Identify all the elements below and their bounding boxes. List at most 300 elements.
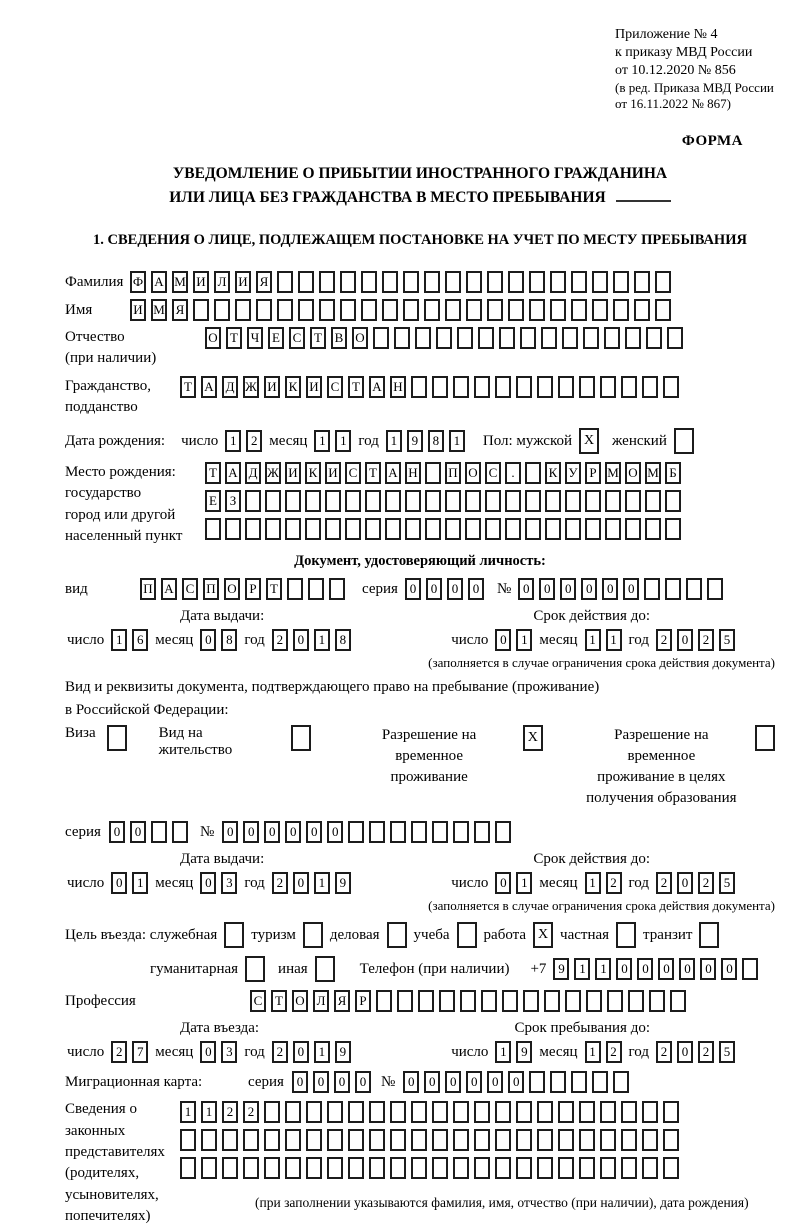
cell[interactable]: 1 bbox=[449, 430, 465, 452]
cell[interactable] bbox=[397, 990, 413, 1012]
cell[interactable]: Е bbox=[268, 327, 284, 349]
cell[interactable]: И bbox=[325, 462, 341, 484]
cell[interactable]: 0 bbox=[487, 1071, 503, 1093]
stay-expiry-year-input[interactable] bbox=[656, 872, 735, 894]
cell[interactable] bbox=[308, 578, 324, 600]
cell[interactable] bbox=[613, 299, 629, 321]
cell[interactable]: 1 bbox=[585, 629, 601, 651]
cell[interactable] bbox=[361, 299, 377, 321]
cell[interactable] bbox=[394, 327, 410, 349]
cell[interactable]: 0 bbox=[445, 1071, 461, 1093]
representatives-input-row2[interactable] bbox=[180, 1129, 749, 1151]
stay-until-year-input[interactable] bbox=[656, 1041, 735, 1063]
cell[interactable] bbox=[565, 490, 581, 512]
cell[interactable]: 0 bbox=[658, 958, 674, 980]
cell[interactable]: 1 bbox=[574, 958, 590, 980]
cell[interactable] bbox=[621, 1157, 637, 1179]
cell[interactable]: З bbox=[225, 490, 241, 512]
cell[interactable] bbox=[605, 490, 621, 512]
cell[interactable] bbox=[306, 1129, 322, 1151]
cell[interactable]: Д bbox=[222, 376, 238, 398]
cell[interactable]: 1 bbox=[495, 1041, 511, 1063]
cell[interactable] bbox=[644, 578, 660, 600]
cell[interactable] bbox=[436, 327, 452, 349]
cell[interactable] bbox=[474, 1101, 490, 1123]
stay-until-month-input[interactable] bbox=[585, 1041, 622, 1063]
cell[interactable] bbox=[305, 490, 321, 512]
cell[interactable] bbox=[537, 1101, 553, 1123]
cell[interactable] bbox=[686, 578, 702, 600]
cell[interactable] bbox=[180, 1129, 196, 1151]
cell[interactable] bbox=[315, 956, 335, 982]
cell[interactable]: 1 bbox=[585, 872, 601, 894]
cell[interactable] bbox=[285, 518, 301, 540]
cell[interactable]: 0 bbox=[679, 958, 695, 980]
cell[interactable] bbox=[445, 490, 461, 512]
cell[interactable] bbox=[625, 490, 641, 512]
cell[interactable] bbox=[411, 1101, 427, 1123]
cell[interactable] bbox=[558, 1101, 574, 1123]
cell[interactable]: Т bbox=[310, 327, 326, 349]
patronymic-input[interactable] bbox=[205, 327, 683, 349]
cell[interactable]: К bbox=[285, 376, 301, 398]
cell[interactable]: И bbox=[193, 271, 209, 293]
cell[interactable]: 9 bbox=[335, 872, 351, 894]
cell[interactable] bbox=[508, 299, 524, 321]
cell[interactable]: 2 bbox=[246, 430, 262, 452]
cell[interactable]: О bbox=[465, 462, 481, 484]
cell[interactable] bbox=[655, 271, 671, 293]
cell[interactable] bbox=[445, 299, 461, 321]
cell[interactable] bbox=[529, 1071, 545, 1093]
cell[interactable]: 0 bbox=[285, 821, 301, 843]
cell[interactable] bbox=[340, 271, 356, 293]
cell[interactable] bbox=[466, 299, 482, 321]
cell[interactable] bbox=[180, 1157, 196, 1179]
cell[interactable]: 2 bbox=[272, 1041, 288, 1063]
cell[interactable]: 1 bbox=[225, 430, 241, 452]
cell[interactable] bbox=[579, 1101, 595, 1123]
cell[interactable]: С bbox=[485, 462, 501, 484]
cell[interactable]: 0 bbox=[677, 1041, 693, 1063]
id-issue-day-input[interactable] bbox=[111, 629, 148, 651]
cell[interactable]: 5 bbox=[719, 629, 735, 651]
birthplace-input-row2[interactable] bbox=[205, 490, 681, 512]
cell[interactable] bbox=[665, 518, 681, 540]
cell[interactable]: Л bbox=[214, 271, 230, 293]
cell[interactable] bbox=[621, 1129, 637, 1151]
cell[interactable] bbox=[327, 1129, 343, 1151]
cell[interactable]: X bbox=[579, 428, 599, 454]
cell[interactable] bbox=[645, 490, 661, 512]
cell[interactable]: Ж bbox=[265, 462, 281, 484]
cell[interactable]: 8 bbox=[221, 629, 237, 651]
purpose-business-checkbox[interactable] bbox=[387, 922, 407, 948]
purpose-tourism-checkbox[interactable] bbox=[303, 922, 323, 948]
cell[interactable] bbox=[306, 1157, 322, 1179]
cell[interactable] bbox=[411, 1129, 427, 1151]
cell[interactable] bbox=[285, 1157, 301, 1179]
cell[interactable] bbox=[425, 518, 441, 540]
cell[interactable] bbox=[298, 271, 314, 293]
cell[interactable] bbox=[579, 1129, 595, 1151]
cell[interactable] bbox=[453, 1157, 469, 1179]
cell[interactable] bbox=[348, 1157, 364, 1179]
cell[interactable] bbox=[369, 1101, 385, 1123]
cell[interactable] bbox=[495, 376, 511, 398]
cell[interactable]: О bbox=[292, 990, 308, 1012]
birthplace-input-row1[interactable] bbox=[205, 462, 681, 484]
cell[interactable]: 0 bbox=[200, 629, 216, 651]
cell[interactable]: 0 bbox=[468, 578, 484, 600]
cell[interactable]: К bbox=[305, 462, 321, 484]
cell[interactable]: Р bbox=[245, 578, 261, 600]
cell[interactable] bbox=[663, 376, 679, 398]
cell[interactable] bbox=[621, 1101, 637, 1123]
cell[interactable] bbox=[495, 1101, 511, 1123]
cell[interactable]: С bbox=[250, 990, 266, 1012]
cell[interactable] bbox=[523, 990, 539, 1012]
cell[interactable]: 1 bbox=[314, 1041, 330, 1063]
cell[interactable] bbox=[571, 299, 587, 321]
cell[interactable]: А bbox=[201, 376, 217, 398]
cell[interactable] bbox=[460, 990, 476, 1012]
cell[interactable] bbox=[390, 1129, 406, 1151]
cell[interactable]: О bbox=[224, 578, 240, 600]
cell[interactable] bbox=[585, 518, 601, 540]
birth-year-input[interactable] bbox=[386, 430, 465, 452]
cell[interactable] bbox=[425, 490, 441, 512]
stay-expiry-day-input[interactable] bbox=[495, 872, 532, 894]
cell[interactable] bbox=[495, 821, 511, 843]
cell[interactable]: 1 bbox=[606, 629, 622, 651]
cell[interactable] bbox=[457, 327, 473, 349]
cell[interactable] bbox=[325, 490, 341, 512]
migration-card-series-input[interactable] bbox=[292, 1071, 371, 1093]
cell[interactable] bbox=[277, 271, 293, 293]
cell[interactable]: А bbox=[385, 462, 401, 484]
cell[interactable] bbox=[537, 376, 553, 398]
cell[interactable] bbox=[319, 299, 335, 321]
cell[interactable]: 0 bbox=[616, 958, 632, 980]
cell[interactable] bbox=[193, 299, 209, 321]
cell[interactable] bbox=[329, 578, 345, 600]
cell[interactable]: Б bbox=[665, 462, 681, 484]
cell[interactable] bbox=[432, 1101, 448, 1123]
cell[interactable] bbox=[319, 271, 335, 293]
representatives-input-row3[interactable] bbox=[180, 1157, 749, 1179]
birth-month-input[interactable] bbox=[314, 430, 351, 452]
entry-month-input[interactable] bbox=[200, 1041, 237, 1063]
cell[interactable] bbox=[550, 1071, 566, 1093]
cell[interactable]: К bbox=[545, 462, 561, 484]
cell[interactable]: 0 bbox=[243, 821, 259, 843]
cell[interactable] bbox=[214, 299, 230, 321]
cell[interactable]: 9 bbox=[516, 1041, 532, 1063]
cell[interactable]: С bbox=[289, 327, 305, 349]
cell[interactable] bbox=[628, 990, 644, 1012]
cell[interactable] bbox=[495, 1157, 511, 1179]
cell[interactable]: П bbox=[203, 578, 219, 600]
cell[interactable]: 0 bbox=[447, 578, 463, 600]
cell[interactable] bbox=[264, 1101, 280, 1123]
cell[interactable]: 0 bbox=[200, 872, 216, 894]
cell[interactable] bbox=[634, 271, 650, 293]
cell[interactable] bbox=[243, 1157, 259, 1179]
cell[interactable] bbox=[365, 518, 381, 540]
cell[interactable] bbox=[605, 518, 621, 540]
cell[interactable]: Ж bbox=[243, 376, 259, 398]
cell[interactable]: 2 bbox=[222, 1101, 238, 1123]
cell[interactable]: 0 bbox=[355, 1071, 371, 1093]
stay-expiry-month-input[interactable] bbox=[585, 872, 622, 894]
cell[interactable] bbox=[361, 271, 377, 293]
cell[interactable] bbox=[583, 327, 599, 349]
cell[interactable]: 2 bbox=[606, 1041, 622, 1063]
cell[interactable] bbox=[424, 299, 440, 321]
cell[interactable]: 0 bbox=[700, 958, 716, 980]
cell[interactable] bbox=[325, 518, 341, 540]
id-expiry-month-input[interactable] bbox=[585, 629, 622, 651]
cell[interactable] bbox=[499, 327, 515, 349]
cell[interactable] bbox=[525, 490, 541, 512]
cell[interactable] bbox=[545, 518, 561, 540]
cell[interactable] bbox=[642, 1101, 658, 1123]
cell[interactable] bbox=[390, 1157, 406, 1179]
cell[interactable] bbox=[505, 490, 521, 512]
cell[interactable] bbox=[525, 462, 541, 484]
cell[interactable] bbox=[465, 518, 481, 540]
cell[interactable]: 0 bbox=[264, 821, 280, 843]
cell[interactable]: 6 bbox=[132, 629, 148, 651]
cell[interactable] bbox=[558, 1129, 574, 1151]
cell[interactable]: 2 bbox=[243, 1101, 259, 1123]
cell[interactable] bbox=[291, 725, 311, 751]
cell[interactable] bbox=[558, 376, 574, 398]
cell[interactable]: 0 bbox=[466, 1071, 482, 1093]
cell[interactable] bbox=[474, 821, 490, 843]
cell[interactable] bbox=[327, 1101, 343, 1123]
cell[interactable] bbox=[425, 462, 441, 484]
cell[interactable] bbox=[303, 922, 323, 948]
cell[interactable]: X bbox=[523, 725, 543, 751]
cell[interactable] bbox=[453, 1101, 469, 1123]
cell[interactable]: 1 bbox=[314, 629, 330, 651]
sex-female-checkbox[interactable] bbox=[674, 428, 694, 454]
cell[interactable]: Т bbox=[205, 462, 221, 484]
cell[interactable] bbox=[481, 990, 497, 1012]
stay-doc-number-input[interactable] bbox=[222, 821, 511, 843]
cell[interactable] bbox=[222, 1129, 238, 1151]
cell[interactable] bbox=[306, 1101, 322, 1123]
stay-doc-series-input[interactable] bbox=[109, 821, 188, 843]
entry-year-input[interactable] bbox=[272, 1041, 351, 1063]
cell[interactable] bbox=[224, 922, 244, 948]
cell[interactable] bbox=[222, 1157, 238, 1179]
cell[interactable] bbox=[485, 490, 501, 512]
cell[interactable] bbox=[369, 1129, 385, 1151]
cell[interactable] bbox=[505, 518, 521, 540]
cell[interactable] bbox=[382, 299, 398, 321]
cell[interactable]: А bbox=[161, 578, 177, 600]
cell[interactable] bbox=[616, 922, 636, 948]
visa-checkbox[interactable] bbox=[107, 725, 127, 751]
cell[interactable]: 5 bbox=[719, 872, 735, 894]
cell[interactable] bbox=[348, 1101, 364, 1123]
cell[interactable] bbox=[264, 1129, 280, 1151]
cell[interactable] bbox=[466, 271, 482, 293]
cell[interactable]: Р bbox=[355, 990, 371, 1012]
entry-day-input[interactable] bbox=[111, 1041, 148, 1063]
cell[interactable]: С bbox=[327, 376, 343, 398]
cell[interactable] bbox=[424, 271, 440, 293]
cell[interactable]: П bbox=[445, 462, 461, 484]
purpose-other-checkbox[interactable] bbox=[315, 956, 335, 982]
cell[interactable] bbox=[478, 327, 494, 349]
cell[interactable] bbox=[755, 725, 775, 751]
cell[interactable] bbox=[285, 1101, 301, 1123]
cell[interactable] bbox=[634, 299, 650, 321]
cell[interactable] bbox=[586, 990, 602, 1012]
cell[interactable]: 0 bbox=[721, 958, 737, 980]
cell[interactable]: 2 bbox=[272, 872, 288, 894]
cell[interactable]: 0 bbox=[327, 821, 343, 843]
cell[interactable] bbox=[485, 518, 501, 540]
cell[interactable] bbox=[285, 1129, 301, 1151]
cell[interactable] bbox=[520, 327, 536, 349]
cell[interactable] bbox=[373, 327, 389, 349]
cell[interactable] bbox=[403, 299, 419, 321]
cell[interactable] bbox=[243, 1129, 259, 1151]
sex-male-checkbox[interactable] bbox=[579, 428, 599, 454]
cell[interactable] bbox=[545, 490, 561, 512]
cell[interactable] bbox=[600, 376, 616, 398]
cell[interactable] bbox=[663, 1101, 679, 1123]
cell[interactable] bbox=[245, 956, 265, 982]
cell[interactable] bbox=[287, 578, 303, 600]
cell[interactable] bbox=[600, 1129, 616, 1151]
cell[interactable]: Т bbox=[180, 376, 196, 398]
cell[interactable] bbox=[345, 518, 361, 540]
cell[interactable]: 0 bbox=[508, 1071, 524, 1093]
cell[interactable] bbox=[285, 490, 301, 512]
cell[interactable] bbox=[600, 1101, 616, 1123]
cell[interactable] bbox=[541, 327, 557, 349]
cell[interactable]: 2 bbox=[272, 629, 288, 651]
phone-input[interactable] bbox=[553, 958, 758, 980]
cell[interactable]: А bbox=[225, 462, 241, 484]
stay-issue-day-input[interactable] bbox=[111, 872, 148, 894]
cell[interactable]: 5 bbox=[719, 1041, 735, 1063]
cell[interactable] bbox=[256, 299, 272, 321]
cell[interactable] bbox=[663, 1157, 679, 1179]
cell[interactable]: X bbox=[533, 922, 553, 948]
cell[interactable] bbox=[385, 490, 401, 512]
cell[interactable]: 2 bbox=[698, 629, 714, 651]
cell[interactable] bbox=[474, 376, 490, 398]
cell[interactable]: 7 bbox=[132, 1041, 148, 1063]
cell[interactable] bbox=[625, 518, 641, 540]
purpose-study-checkbox[interactable] bbox=[457, 922, 477, 948]
cell[interactable] bbox=[565, 518, 581, 540]
cell[interactable] bbox=[592, 271, 608, 293]
cell[interactable]: 0 bbox=[293, 1041, 309, 1063]
cell[interactable] bbox=[579, 376, 595, 398]
citizenship-input[interactable] bbox=[180, 376, 679, 398]
cell[interactable] bbox=[487, 271, 503, 293]
cell[interactable] bbox=[607, 990, 623, 1012]
cell[interactable]: 3 bbox=[221, 1041, 237, 1063]
cell[interactable]: 3 bbox=[221, 872, 237, 894]
cell[interactable] bbox=[529, 299, 545, 321]
cell[interactable] bbox=[277, 299, 293, 321]
cell[interactable]: Я bbox=[172, 299, 188, 321]
cell[interactable]: Ч bbox=[247, 327, 263, 349]
cell[interactable]: 0 bbox=[306, 821, 322, 843]
cell[interactable]: 1 bbox=[595, 958, 611, 980]
cell[interactable] bbox=[550, 271, 566, 293]
residence-permit-checkbox[interactable] bbox=[291, 725, 311, 751]
cell[interactable] bbox=[298, 299, 314, 321]
cell[interactable] bbox=[403, 271, 419, 293]
cell[interactable] bbox=[649, 990, 665, 1012]
cell[interactable] bbox=[613, 271, 629, 293]
cell[interactable]: Д bbox=[245, 462, 261, 484]
cell[interactable] bbox=[385, 518, 401, 540]
cell[interactable]: 2 bbox=[656, 1041, 672, 1063]
doc-number-input[interactable] bbox=[518, 578, 723, 600]
cell[interactable]: Ф bbox=[130, 271, 146, 293]
cell[interactable]: И bbox=[285, 462, 301, 484]
cell[interactable] bbox=[495, 1129, 511, 1151]
cell[interactable]: 0 bbox=[111, 872, 127, 894]
given-name-input[interactable] bbox=[130, 299, 671, 321]
cell[interactable]: 0 bbox=[293, 872, 309, 894]
cell[interactable]: 0 bbox=[539, 578, 555, 600]
cell[interactable]: С bbox=[182, 578, 198, 600]
birth-day-input[interactable] bbox=[225, 430, 262, 452]
id-issue-year-input[interactable] bbox=[272, 629, 351, 651]
cell[interactable]: П bbox=[140, 578, 156, 600]
cell[interactable]: 9 bbox=[407, 430, 423, 452]
cell[interactable] bbox=[529, 271, 545, 293]
cell[interactable] bbox=[201, 1129, 217, 1151]
temp-residence-edu-checkbox[interactable] bbox=[755, 725, 775, 751]
cell[interactable]: 0 bbox=[405, 578, 421, 600]
cell[interactable] bbox=[376, 990, 392, 1012]
cell[interactable] bbox=[348, 1129, 364, 1151]
cell[interactable] bbox=[537, 1157, 553, 1179]
cell[interactable]: 1 bbox=[201, 1101, 217, 1123]
cell[interactable]: 0 bbox=[677, 629, 693, 651]
cell[interactable] bbox=[508, 271, 524, 293]
cell[interactable] bbox=[264, 1157, 280, 1179]
cell[interactable] bbox=[265, 490, 281, 512]
cell[interactable] bbox=[172, 821, 188, 843]
cell[interactable]: У bbox=[565, 462, 581, 484]
temp-residence-checkbox[interactable] bbox=[523, 725, 543, 751]
cell[interactable] bbox=[699, 922, 719, 948]
purpose-transit-checkbox[interactable] bbox=[699, 922, 719, 948]
cell[interactable] bbox=[613, 1071, 629, 1093]
cell[interactable]: 0 bbox=[222, 821, 238, 843]
cell[interactable]: 0 bbox=[623, 578, 639, 600]
cell[interactable] bbox=[245, 518, 261, 540]
cell[interactable]: 9 bbox=[553, 958, 569, 980]
cell[interactable] bbox=[516, 1101, 532, 1123]
cell[interactable] bbox=[369, 1157, 385, 1179]
cell[interactable]: М bbox=[172, 271, 188, 293]
